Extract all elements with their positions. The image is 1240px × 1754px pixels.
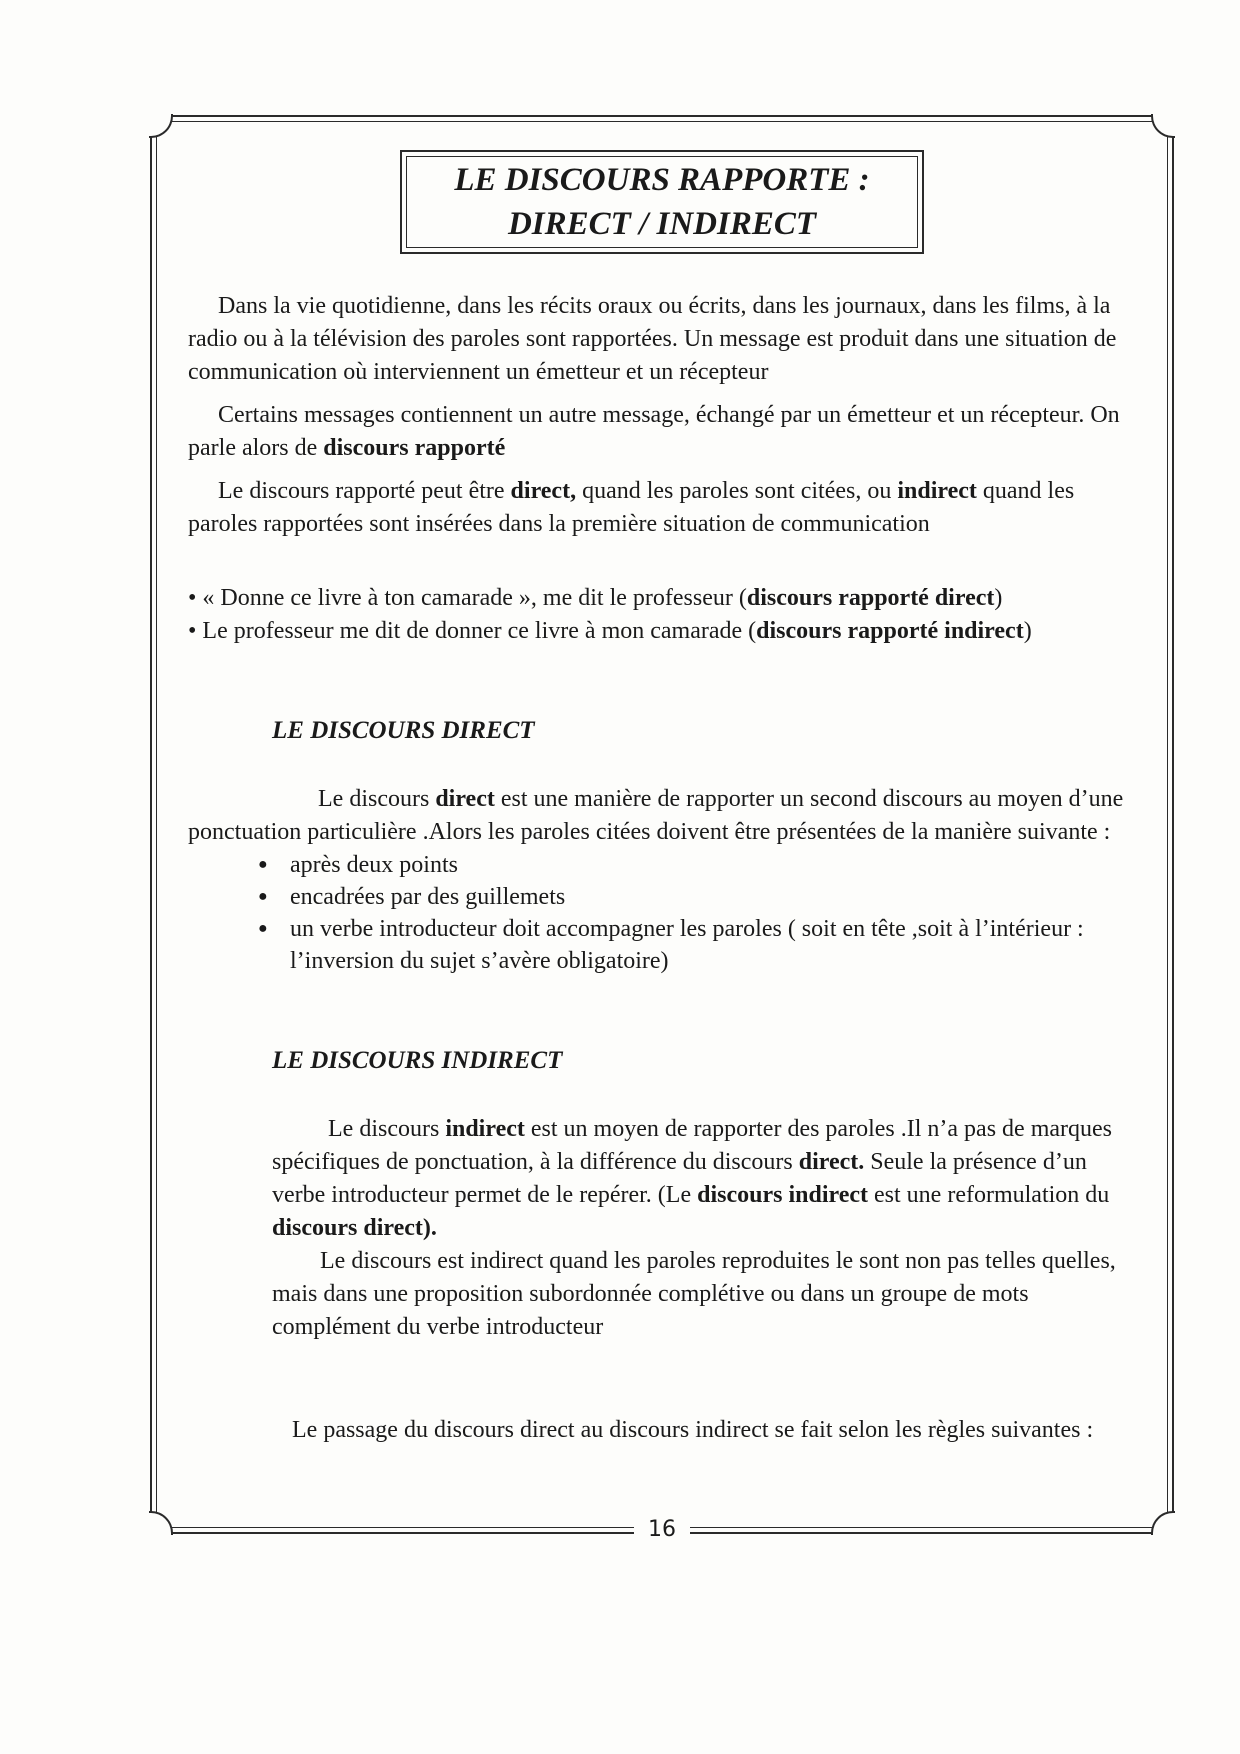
intro-paragraph-2 xyxy=(188,399,1148,465)
section-heading-indirect: LE DISCOURS INDIRECT xyxy=(272,1047,563,1074)
page-footer xyxy=(150,1515,1174,1545)
example-direct xyxy=(188,582,1148,615)
intro-paragraph-3 xyxy=(188,475,1148,541)
indirect-paragraph-2: Le discours est indirect quand les paroles reproduites le sont non pas telles quelles, mais dans une proposition subordonnée complétive ou dans un groupe de mots complément du verbe introducteur xyxy=(272,1248,1116,1340)
text-run: Certains messages contiennent un autre message, échangé par un émetteur et un récepteur. On parle alors de xyxy=(188,402,1120,461)
text-run: Le discours xyxy=(318,786,436,812)
text-run: • Le professeur me dit de donner ce livre à mon camarade ( xyxy=(188,618,757,644)
bold-term: discours rapporté xyxy=(323,435,506,461)
examples-section xyxy=(188,582,1148,648)
direct-paragraph xyxy=(188,783,1148,849)
closing-section xyxy=(272,1414,1130,1447)
indirect-paragraph-1 xyxy=(272,1113,1130,1245)
title-box xyxy=(400,150,924,254)
text-run: Le discours xyxy=(328,1116,446,1142)
intro-section xyxy=(188,290,1148,541)
frame-corner xyxy=(1151,114,1175,138)
text-run: quand les paroles sont citées, ou xyxy=(576,478,898,504)
text-run: est une reformulation du xyxy=(868,1182,1110,1208)
example-indirect xyxy=(188,615,1148,648)
direct-rules-list xyxy=(188,849,1148,977)
bold-term: indirect xyxy=(897,478,977,504)
direct-section-heading-wrap xyxy=(272,714,1152,748)
frame-corner xyxy=(149,114,173,138)
bold-term: direct, xyxy=(510,478,577,504)
closing-paragraph: Le passage du discours direct au discours indirect se fait selon les règles suivantes : xyxy=(292,1417,1094,1443)
indirect-section xyxy=(272,1113,1130,1344)
bold-term: direct xyxy=(435,786,495,812)
bold-term: discours direct). xyxy=(272,1215,437,1241)
direct-section xyxy=(188,783,1148,977)
bold-term: direct. xyxy=(798,1149,865,1175)
text-run: est une manière de rapporter un second discours au moyen d’une ponctuation particulière .Alors les paroles citées doivent être présentées de la manière suivante : xyxy=(188,786,1124,845)
indirect-section-heading-wrap xyxy=(272,1044,1152,1078)
page-subtitle: DIRECT / INDIRECT xyxy=(507,206,817,242)
bold-term: discours rapporté indirect xyxy=(756,618,1024,644)
page-number: 16 xyxy=(634,1515,690,1545)
list-item: ● un verbe introducteur doit accompagner les paroles ( soit en tête ,soit à l’intérieur : l’inversion du sujet s’avère obligatoire) xyxy=(258,913,1148,977)
list-item: ● après deux points xyxy=(258,849,1148,881)
text-run: Seule la présence d’un verbe introducteur permet de le repérer. (Le xyxy=(272,1149,1087,1208)
text-run: ) xyxy=(1023,618,1032,644)
list-item: ● encadrées par des guillemets xyxy=(258,881,1148,913)
text-run: est un moyen de rapporter des paroles .Il n’a pas de marques spécifiques de ponctuation, à la différence du discours xyxy=(272,1116,1112,1175)
bold-term: indirect xyxy=(445,1116,525,1142)
text-run: quand les paroles rapportées sont insérées dans la première situation de communication xyxy=(188,478,1075,537)
bold-term: discours indirect xyxy=(697,1182,869,1208)
page-title: LE DISCOURS RAPPORTE : xyxy=(454,162,870,198)
section-heading-direct: LE DISCOURS DIRECT xyxy=(272,717,535,744)
bold-term: discours rapporté direct xyxy=(746,585,995,611)
text-run: ) xyxy=(994,585,1003,611)
text-run: Le discours rapporté peut être xyxy=(218,478,511,504)
intro-paragraph-1: Dans la vie quotidienne, dans les récits oraux ou écrits, dans les journaux, dans les films, à la radio ou à la télévision des paroles sont rapportées. Un message est produit dans une situation de communication où interviennent un émetteur et un récepteur xyxy=(188,293,1117,385)
text-run: • « Donne ce livre à ton camarade », me dit le professeur ( xyxy=(188,585,747,611)
